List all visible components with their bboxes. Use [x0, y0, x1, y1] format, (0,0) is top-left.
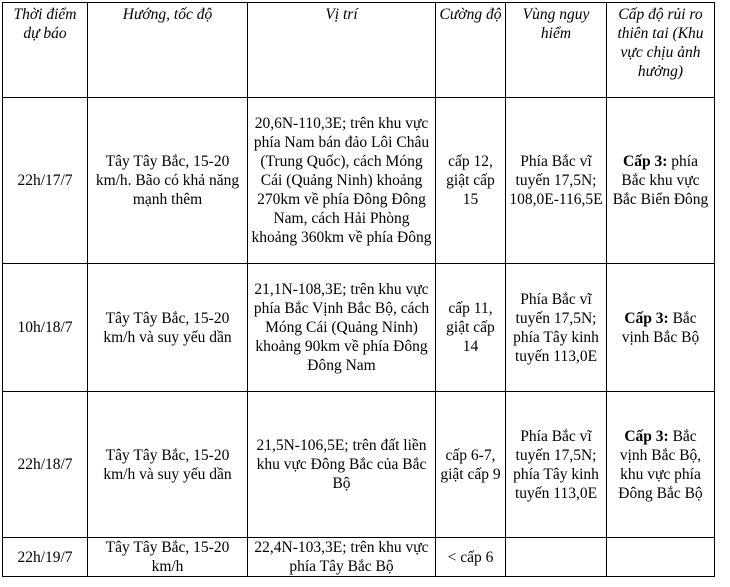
cell-position: 22,4N-103,3E; trên khu vực phía Tây Bắc Bộ	[248, 538, 436, 577]
cell-risk-level	[607, 538, 715, 577]
header-time: Thời điểm dự báo	[3, 3, 88, 98]
cell-direction: Tây Tây Bắc, 15-20 km/h	[88, 538, 248, 577]
cell-danger-zone: Phía Bắc vĩ tuyến 17,5N; 108,0E-116,5E	[506, 98, 607, 264]
cell-time: 22h/18/7	[3, 392, 88, 538]
cell-time: 22h/19/7	[3, 538, 88, 577]
header-row	[3, 3, 715, 98]
risk-label: Cấp 3:	[623, 153, 668, 170]
cell-position: 21,5N-106,5E; trên đất liền khu vực Đông Bắc của Bắc Bộ	[248, 392, 436, 538]
risk-area: Bắc vịnh Bắc Bộ, khu vực phía Đông Bắc Bộ	[618, 427, 703, 502]
risk-label: Cấp 3:	[624, 309, 669, 327]
cell-danger-zone	[506, 538, 607, 577]
header-position: Vị trí	[248, 3, 436, 98]
header-danger-zone: Vùng nguy hiểm	[506, 3, 607, 98]
table-row	[3, 538, 715, 577]
cell-position: 20,6N-110,3E; trên khu vực phía Nam bán đảo Lôi Châu (Trung Quốc), cách Móng Cái (Quảng Ninh) khoảng 270km về phía Đông Đông Nam, cách Hải Phòng khoảng 360km về phía Đông	[248, 98, 436, 264]
risk-area: phía Bắc khu vực Bắc Biển Đông	[612, 153, 709, 208]
table-row	[3, 98, 715, 264]
table-row	[3, 392, 715, 538]
cell-intensity: < cấp 6	[436, 538, 506, 577]
cell-direction: Tây Tây Bắc, 15-20 km/h và suy yếu dần	[88, 392, 248, 538]
risk-label: Cấp 3:	[624, 427, 669, 445]
cell-intensity: cấp 11, giật cấp 14	[436, 264, 506, 392]
cell-risk-level	[607, 98, 715, 264]
header-intensity: Cường độ	[436, 3, 506, 98]
cell-danger-zone: Phía Bắc vĩ tuyến 17,5N; phía Tây kinh tuyến 113,0E	[506, 264, 607, 392]
cell-direction: Tây Tây Bắc, 15-20 km/h và suy yếu dần	[88, 264, 248, 392]
cell-time: 22h/17/7	[3, 98, 88, 264]
cell-intensity: cấp 6-7, giật cấp 9	[436, 392, 506, 538]
risk-area: Bắc vịnh Bắc Bộ	[621, 309, 700, 346]
cell-time: 10h/18/7	[3, 264, 88, 392]
table-row	[3, 264, 715, 392]
storm-forecast-table	[2, 2, 715, 577]
header-direction: Hướng, tốc độ	[88, 3, 248, 98]
cell-risk-level	[607, 392, 715, 538]
cell-intensity: cấp 12, giật cấp 15	[436, 98, 506, 264]
cell-direction: Tây Tây Bắc, 15-20 km/h. Bão có khả năng mạnh thêm	[88, 98, 248, 264]
cell-position: 21,1N-108,3E; trên khu vực phía Bắc Vịnh Bắc Bộ, cách Móng Cái (Quảng Ninh) khoảng 90km về phía Đông Đông Nam	[248, 264, 436, 392]
cell-danger-zone: Phía Bắc vĩ tuyến 17,5N; phía Tây kinh tuyến 113,0E	[506, 392, 607, 538]
header-risk-level: Cấp độ rủi ro thiên tai (Khu vực chịu ảnh hưởng)	[607, 3, 715, 98]
cell-risk-level	[607, 264, 715, 392]
